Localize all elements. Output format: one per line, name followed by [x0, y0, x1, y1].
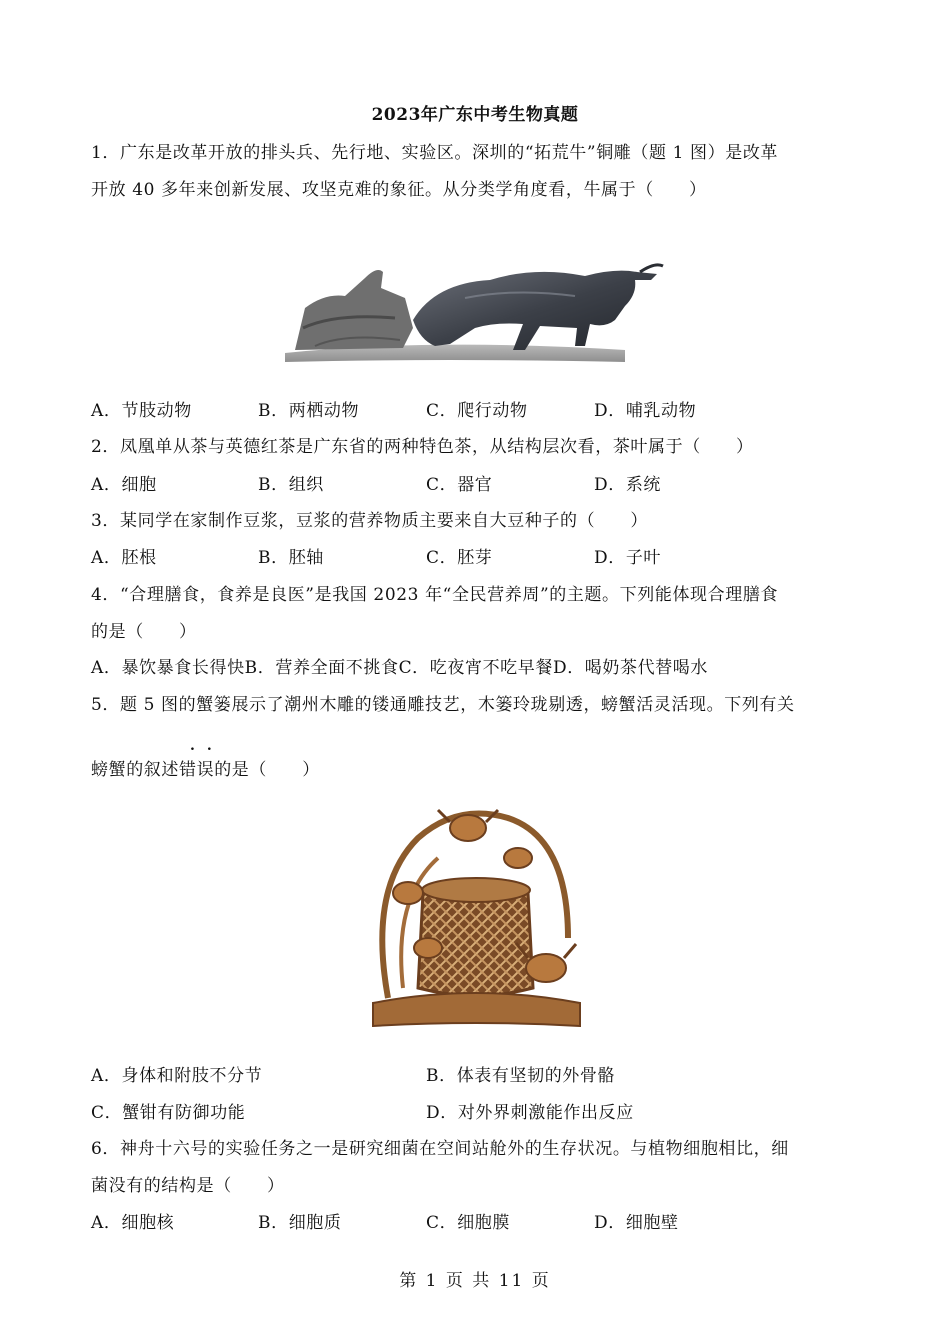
q5-stem-line2: 螃蟹的叙述错误的是（ ） [91, 760, 320, 780]
q1-option-b: B．两栖动物 [258, 401, 360, 421]
q1-option-c: C．爬行动物 [426, 401, 528, 421]
q6-stem-line1: 6．神舟十六号的实验任务之一是研究细菌在空间站舱外的生存状况。与植物细胞相比，细 [91, 1139, 789, 1159]
q6-option-d: D．细胞壁 [594, 1213, 679, 1233]
page-title: 2023年广东中考生物真题 [371, 105, 579, 125]
q3-option-b: B．胚轴 [258, 548, 324, 568]
q6-option-c: C．细胞膜 [426, 1213, 511, 1233]
q1-option-d: D．哺乳动物 [594, 401, 697, 421]
q1-option-a: A．节肢动物 [91, 401, 192, 421]
q5-option-b: B．体表有坚韧的外骨骼 [426, 1066, 616, 1086]
q3-option-a: A．胚根 [91, 548, 157, 568]
q4-stem-line2: 的是（ ） [91, 622, 197, 642]
q5-option-d: D．对外界刺激能作出反应 [426, 1103, 634, 1123]
bull-sculpture-figure [285, 258, 665, 368]
q3-stem: 3．某同学在家制作豆浆，豆浆的营养物质主要来自大豆种子的（ ） [91, 511, 649, 531]
q3-option-c: C．胚芽 [426, 548, 493, 568]
q2-option-b: B．组织 [258, 475, 324, 495]
q5-option-a: A．身体和附肢不分节 [91, 1066, 263, 1086]
q1-stem-line1: 1．广东是改革开放的排头兵、先行地、实验区。深圳的“拓荒牛”铜雕（题 1 图）是改革 [91, 143, 779, 163]
q6-option-b: B．细胞质 [258, 1213, 342, 1233]
q5-stem-line1: 5．题 5 图的蟹篓展示了潮州木雕的镂通雕技艺，木篓玲珑剔透，螃蟹活灵活现。下列有关 [91, 695, 795, 715]
q6-option-a: A．细胞核 [91, 1213, 175, 1233]
q2-option-a: A．细胞 [91, 475, 157, 495]
q4-stem-line1: 4．“合理膳食，食养是良医”是我国 2023 年“全民营养周”的主题。下列能体现合理膳食 [91, 585, 779, 605]
emphasis-dots: .. [190, 738, 224, 754]
q1-stem-line2: 开放 40 多年来创新发展、攻坚克难的象征。从分类学角度看，牛属于（ ） [91, 180, 707, 200]
q5-option-c: C．蟹钳有防御功能 [91, 1103, 246, 1123]
q2-option-c: C．器官 [426, 475, 493, 495]
q6-stem-line2: 菌没有的结构是（ ） [91, 1176, 285, 1196]
page-footer: 第 1 页 共 11 页 [399, 1271, 551, 1291]
q2-stem: 2．凤凰单从茶与英德红茶是广东省的两种特色茶，从结构层次看，茶叶属于（ ） [91, 437, 754, 457]
q2-option-d: D．系统 [594, 475, 662, 495]
crab-basket-figure [368, 798, 584, 1028]
q3-option-d: D．子叶 [594, 548, 662, 568]
q4-options: A．暴饮暴食长得快B．营养全面不挑食C．吃夜宵不吃早餐D．喝奶茶代替喝水 [91, 658, 709, 678]
